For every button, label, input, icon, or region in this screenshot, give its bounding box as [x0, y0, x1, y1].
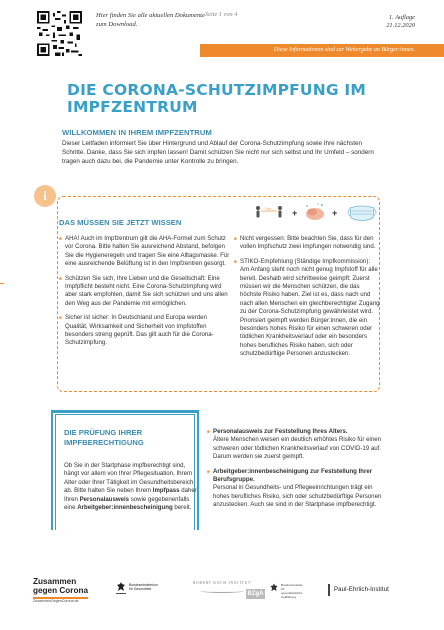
- list-item: ■ AHA! Auch im Impfzentrum gilt die AHA-Formel zum Schutz vor Corona. Bitte halten Sie ausreichend Abstand, befolgen Sie die Hygieneregeln und tragen Sie eine Alltagsmaske. Für eine ausreichende Belüftung ist in den Impfzentren gesorgt.: [59, 235, 230, 269]
- eligibility-bold-arbeitgeber: Arbeitgeber:innenbescheinigung: [77, 504, 173, 512]
- hand-washing-icon: [306, 203, 324, 220]
- eagle-icon: [270, 583, 278, 594]
- aha-icons: [252, 200, 382, 226]
- bmg-line-1: Bundesministerium: [129, 583, 158, 587]
- list-item: ■ Schützen Sie sich, Ihre Lieben und die Gesellschaft: Eine Impfpflicht besteht nicht. Eine Corona-Schutzimpfung wird aber stark empfohlen, damit Sie sich schützen und uns allen den Weg aus der Pandemie mit ermöglichen.: [59, 275, 230, 309]
- distribution-banner: Diese Informationen sind zur Weitergabe an Bürger:innen.: [200, 44, 444, 57]
- page-title: DIE CORONA-SCHUTZIMPFUNG IM IMPFZENTRUM: [67, 81, 366, 116]
- campaign-line-2: gegen Corona: [33, 586, 89, 595]
- info-icon: i: [34, 185, 56, 207]
- page-indicator: Seite 1 von 4: [205, 11, 238, 18]
- campaign-url[interactable]: ZusammenGegenCorona.de: [33, 599, 79, 603]
- eligibility-text-part: Ob Sie in der Startphase impfberechtigt sind, hängt vor allem von Ihrer Pflegesituation, Ihrem Alter oder Ihrer Tätigkeit im Gesundheitsbereich ab. Bitte halten Sie neben Ihrem: [64, 462, 194, 495]
- list-item-title: Personalausweis zur Feststellung Ihres Alters.: [213, 428, 348, 435]
- list-item: [207, 468, 382, 510]
- welcome-text: Dieser Leitfaden informiert Sie über Hintergrund und Ablauf der Corona-Schutzimpfung sowie Ihre nächsten Schritte. Danke, dass Sie sich impfen lassen! Damit schützen Sie nicht nur sich selbst und Ihr Umfeld – sondern tragen auch dazu bei, die Pandemie unter Kontrolle zu bringen.: [62, 140, 374, 165]
- download-note: Hier finden Sie alle aktuellen Dokumente zum Download.: [96, 12, 205, 28]
- pei-logo-bar: [328, 584, 330, 596]
- bzga-line-3: gesundheitliche: [281, 590, 303, 595]
- campaign-line-1: Zusammen: [33, 577, 77, 586]
- eagle-icon: [116, 581, 126, 595]
- must-know-column-left: [59, 235, 230, 354]
- eligibility-text-part: sowie gegebenenfalls eine: [64, 495, 190, 512]
- edition-label: 1. Auflage: [388, 14, 415, 21]
- bzga-line-4: Aufklärung: [281, 594, 296, 599]
- list-item: ■ Nicht vergessen: Bitte beachten Sie, dass für den vollen Impfschutz zwei Impfungen notwendig sind.: [234, 235, 380, 252]
- list-item-title: Arbeitgeber:innenbescheinigung zur Feststellung Ihrer Berufsgruppe.: [213, 467, 373, 484]
- edition-date: 21.12.2020: [386, 22, 415, 29]
- eligibility-text: [64, 462, 199, 512]
- list-item-text: Ältere Menschen weisen ein deutlich erhöhtes Risiko für einen schweren oder tödlichen Krankheitsverlauf von COVID-19 auf. Darum werden sie zuerst geimpft.: [213, 436, 382, 461]
- eligibility-bold-personalausweis: Personalausweis: [79, 495, 130, 503]
- list-item: ■ Sicher ist sicher: In Deutschland und Europa werden Qualität, Wirksamkeit und Sicherheit von Impfstoffen besonders streng geprüft. Das gilt auch für die Corona-Schutzimpfung.: [59, 314, 230, 348]
- bzga-line-1: Bundeszentrale: [281, 583, 303, 587]
- list-item: [207, 428, 382, 462]
- rki-logo[interactable]: ROBERT KOCH INSTITUT: [192, 581, 252, 585]
- eligibility-bold-impfpass: Impfpass: [152, 487, 180, 495]
- edition-info: [386, 14, 415, 30]
- svg-text:+: +: [332, 208, 338, 218]
- margin-mark: [0, 283, 4, 284]
- bmg-logo-text[interactable]: [129, 583, 189, 591]
- distance-label: 1,5m: [264, 206, 272, 211]
- qr-code-icon: [37, 11, 82, 56]
- section-eligibility-heading: DIE PRÜFUNG IHRER IMPFBERECHTIGUNG: [64, 428, 144, 447]
- face-mask-icon: [348, 206, 376, 221]
- pei-logo[interactable]: Paul-Ehrlich-Institut: [334, 586, 389, 593]
- distance-icon: [256, 206, 282, 218]
- section-must-know-heading: DAS MÜSSEN SIE JETZT WISSEN: [59, 218, 182, 227]
- qr-code[interactable]: [37, 11, 82, 56]
- eligibility-text-part: bereit.: [172, 504, 192, 512]
- campaign-logo[interactable]: [33, 577, 88, 595]
- bzga-logo-text: [281, 584, 321, 600]
- list-item-text: Personal in Gesundheits- und Pflegeeinrichtungen trägt ein hohes berufliches Risiko, sich oder schutzbedürftige Personen anzustecken. Auch sie sind in der Startphase impfberechtigt.: [213, 484, 382, 509]
- bzga-line-2: für: [281, 586, 285, 591]
- eligibility-text-part: daher Ihren: [64, 487, 197, 503]
- bmg-line-2: für Gesundheit: [129, 587, 152, 592]
- must-know-column-right: [234, 235, 380, 365]
- svg-text:+: +: [292, 208, 298, 218]
- eligibility-documents-list: [207, 428, 382, 516]
- welcome-heading: WILLKOMMEN IN IHREM IMPFZENTRUM: [62, 128, 212, 137]
- list-item: ■ STIKO-Empfehlung (Ständige Impfkommission): Am Anfang steht noch nicht genug Impfstoff für alle bereit. Deshalb wird schrittweise geimpft: Zuerst müssen wir die Menschen schützen, die das höchste Risiko haben. Ziel ist es, dass nach und nach allen Menschen ein gleichberechtigter Zugang zu der Corona-Schutzimpfung gewährleistet wird. Priorisiert geimpft werden Bürger:innen, die ein besonders hohes Risiko für einen schweren oder tödlichen Krankheitsverlauf oder ein besonders hohes berufliches Risiko haben, sich oder schutzbedürftige Personen anzustecken.: [234, 258, 380, 359]
- bzga-logo[interactable]: BZgA: [247, 591, 264, 597]
- rki-logo-arc: [200, 589, 244, 593]
